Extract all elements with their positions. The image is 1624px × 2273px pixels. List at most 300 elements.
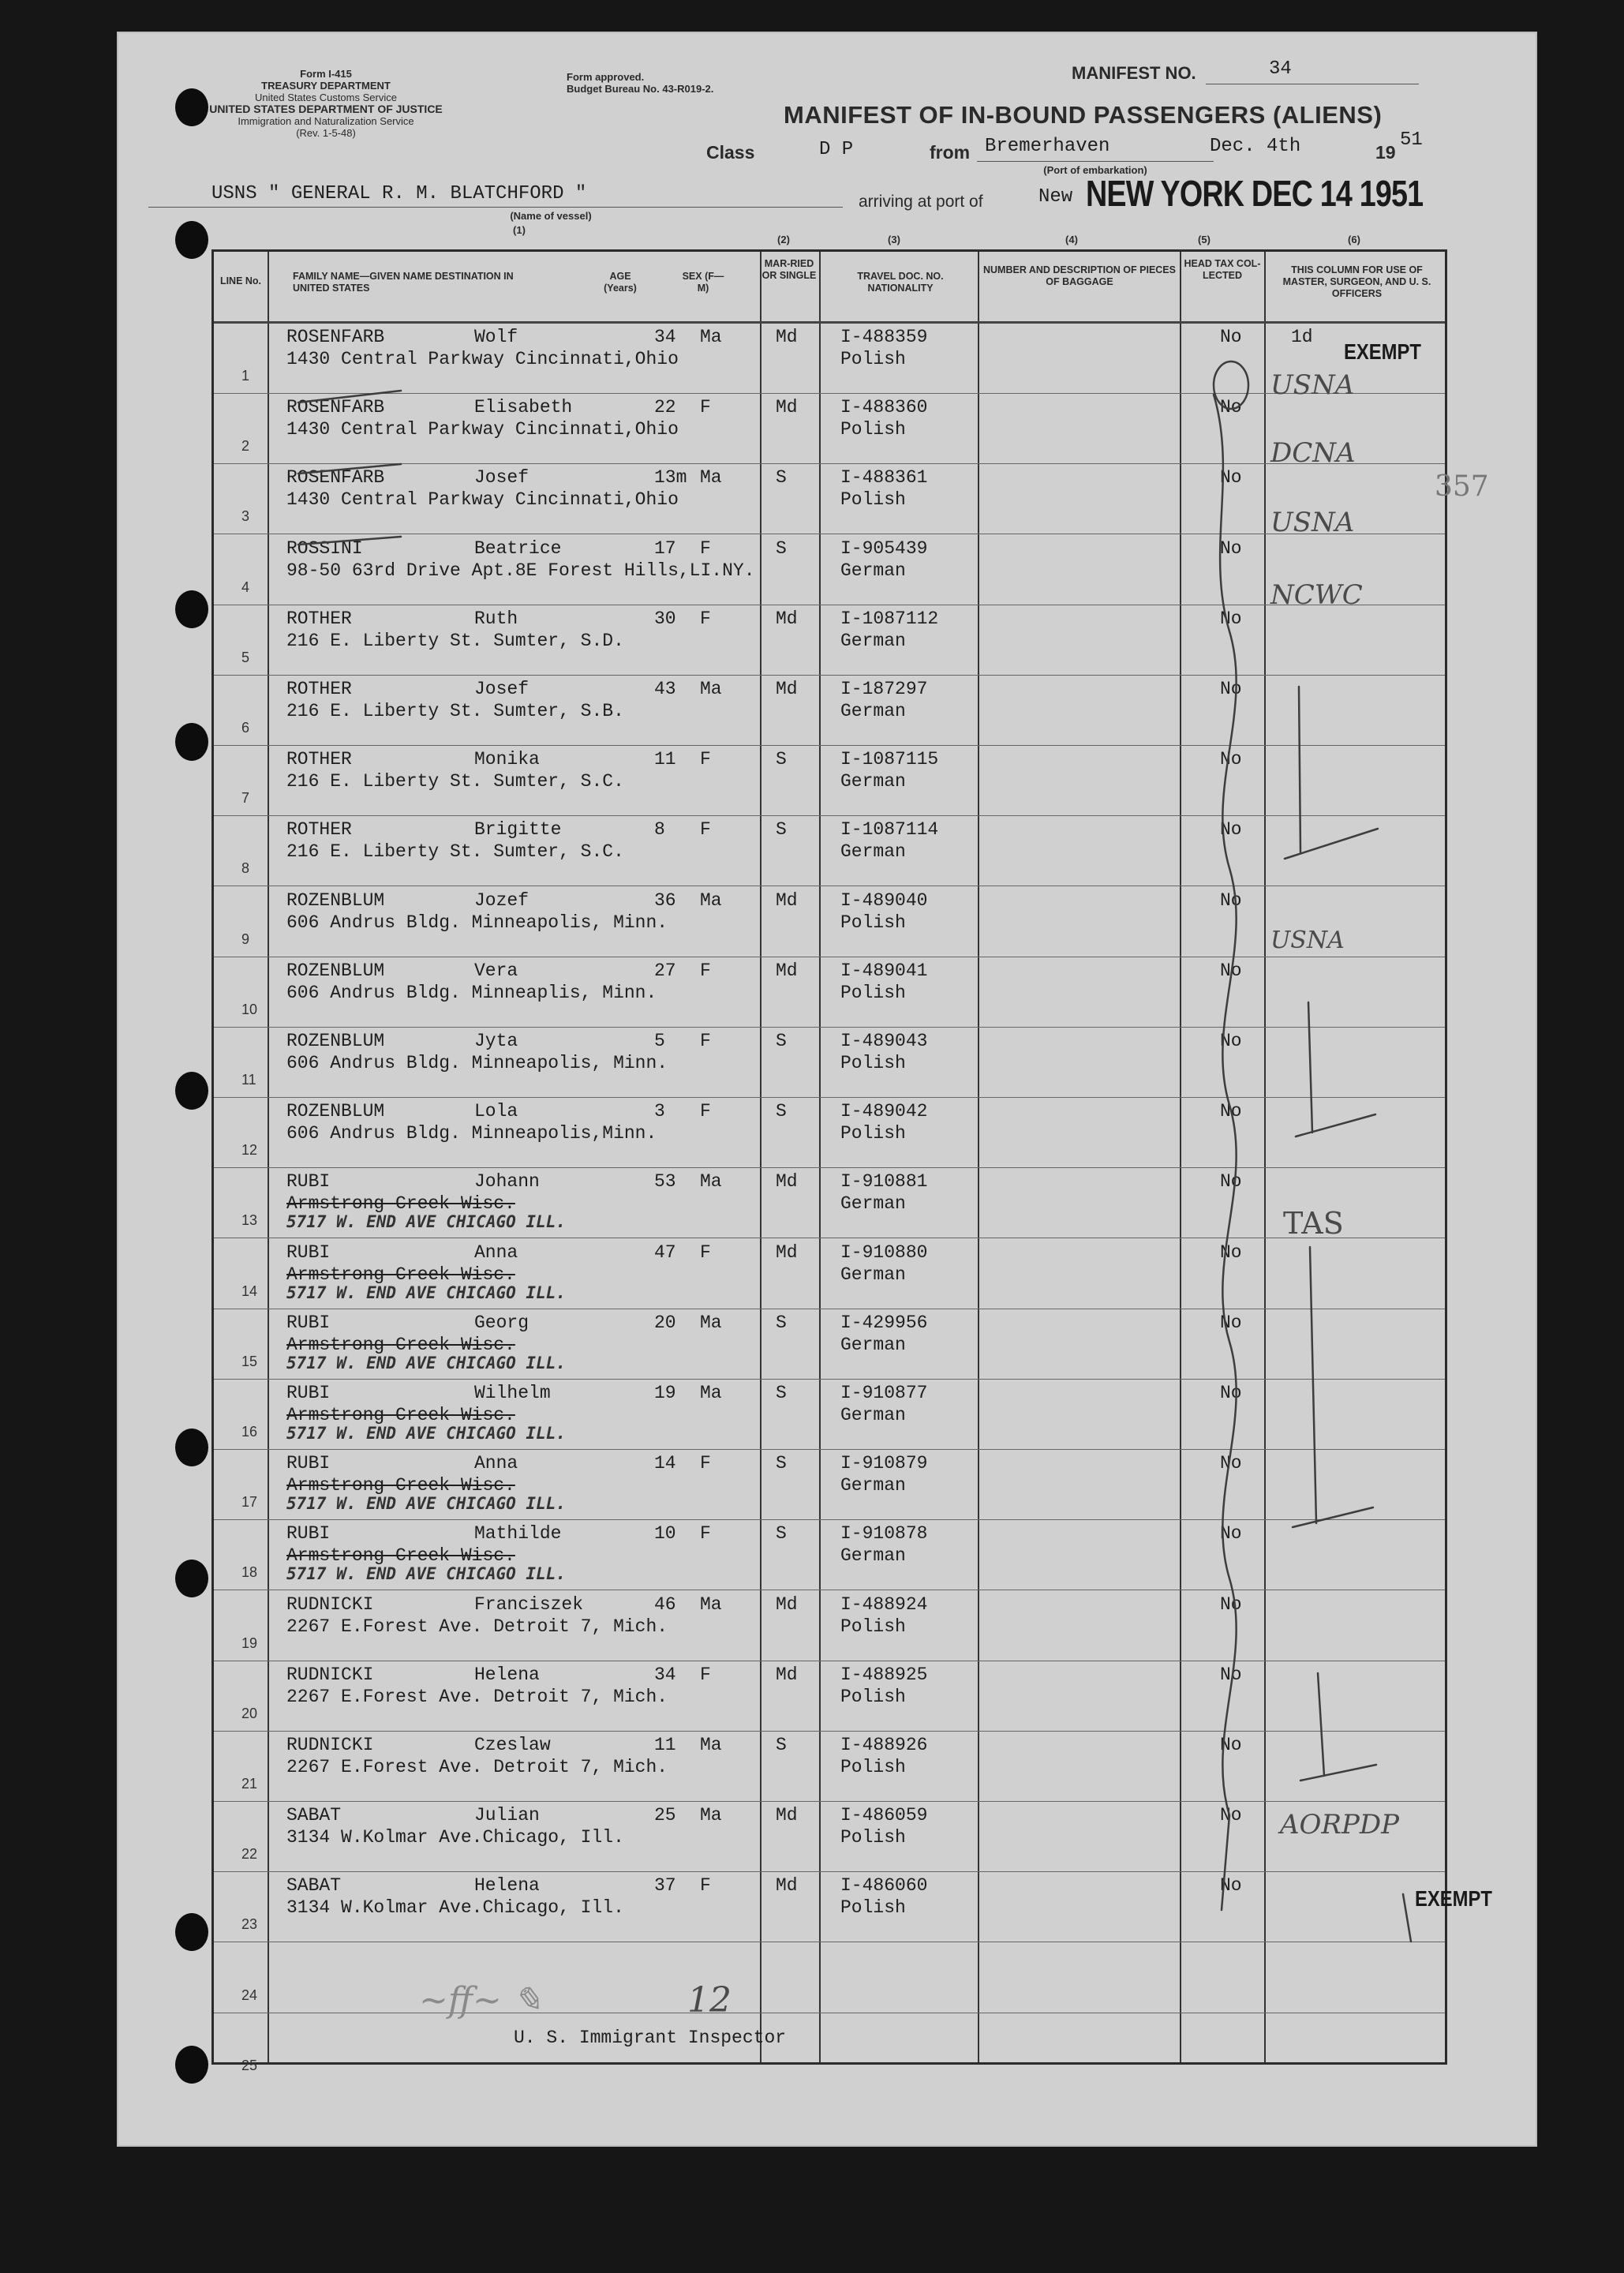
travel-doc-no: I-489040 xyxy=(840,889,928,911)
given-name: Lola xyxy=(474,1101,518,1122)
table-row xyxy=(214,1309,1445,1380)
head-tax: No xyxy=(1220,889,1242,911)
destination: 1430 Central Parkway Cincinnati,Ohio xyxy=(286,419,679,440)
form-number: Form I-415 xyxy=(300,68,352,80)
table-row xyxy=(214,957,1445,1028)
marital-status: Md xyxy=(776,1805,798,1826)
destination: 2267 E.Forest Ave. Detroit 7, Mich. xyxy=(286,1757,668,1777)
table-row xyxy=(214,1450,1445,1520)
given-name: Julian xyxy=(474,1805,540,1826)
line-number: 8 xyxy=(241,860,250,877)
nationality: German xyxy=(840,771,906,792)
sex: Ma xyxy=(700,1171,722,1193)
col-num-4: (4) xyxy=(1065,234,1078,245)
nationality: German xyxy=(840,1334,906,1355)
travel-doc-no: I-910877 xyxy=(840,1383,928,1403)
destination: 606 Andrus Bldg. Minneapolis, Minn. xyxy=(286,912,668,933)
destination: 606 Andrus Bldg. Minneapolis, Minn. xyxy=(286,1053,668,1073)
marital-status: Md xyxy=(776,608,798,629)
destination: 216 E. Liberty St. Sumter, S.B. xyxy=(286,701,624,721)
family-name: ROTHER xyxy=(286,608,352,629)
age: 13m xyxy=(654,467,687,489)
marital-status: S xyxy=(776,467,787,489)
marital-status: S xyxy=(776,1453,787,1474)
table-row xyxy=(214,1661,1445,1732)
age: 34 xyxy=(654,1664,676,1685)
from-underline xyxy=(977,161,1214,162)
table-row xyxy=(214,535,1445,605)
table-row xyxy=(214,1802,1445,1872)
officer-note-5: USNA xyxy=(1270,927,1345,954)
nationality: German xyxy=(840,1475,906,1496)
destination: 1430 Central Parkway Cincinnati,Ohio xyxy=(286,349,679,369)
budget-bureau: Budget Bureau No. 43-R019-2. xyxy=(567,83,714,95)
year-prefix: 19 xyxy=(1375,142,1396,163)
nationality: Polish xyxy=(840,1757,906,1777)
given-name: Jozef xyxy=(474,889,529,911)
marital-status: S xyxy=(776,1031,787,1051)
travel-doc-no: I-910880 xyxy=(840,1241,928,1263)
table-row xyxy=(214,1239,1445,1309)
head-tax: No xyxy=(1220,1383,1242,1403)
sex: F xyxy=(700,749,711,770)
binder-hole xyxy=(175,1913,208,1951)
head-tax: No xyxy=(1220,1453,1242,1474)
table-row xyxy=(214,1028,1445,1098)
head-tax: No xyxy=(1220,960,1242,981)
given-name: Anna xyxy=(474,1241,518,1263)
binder-hole xyxy=(175,723,208,761)
travel-doc-no: I-905439 xyxy=(840,537,928,559)
given-name: Elisabeth xyxy=(474,397,573,418)
destination-corrected: 5717 W. END AVE CHICAGO ILL. xyxy=(286,1353,567,1372)
travel-doc-no: I-187297 xyxy=(840,679,928,699)
approval-block xyxy=(567,71,764,95)
sex: F xyxy=(700,397,711,418)
marital-status: Md xyxy=(776,1171,798,1193)
treasury-dept: TREASURY DEPARTMENT xyxy=(261,80,391,92)
head-tax: No xyxy=(1220,749,1242,770)
age: 17 xyxy=(654,537,676,559)
head-tax: No xyxy=(1220,1523,1242,1545)
head-tax: No xyxy=(1220,608,1242,629)
destination-corrected: 5717 W. END AVE CHICAGO ILL. xyxy=(286,1212,567,1232)
given-name: Wolf xyxy=(474,327,518,347)
destination: Armstrong Creek Wisc. xyxy=(286,1334,515,1355)
nationality: Polish xyxy=(840,1897,906,1919)
family-name: ROTHER xyxy=(286,749,352,770)
officer-note-6: TAS xyxy=(1283,1206,1344,1241)
family-name: RUDNICKI xyxy=(286,1735,374,1755)
nationality: Polish xyxy=(840,1827,906,1848)
col-num-1: (1) xyxy=(513,224,526,236)
table-row xyxy=(214,1168,1445,1238)
age: 34 xyxy=(654,327,676,347)
destination: 98-50 63rd Drive Apt.8E Forest Hills,LI.NY. xyxy=(286,560,755,581)
age: 36 xyxy=(654,889,676,911)
col-num-3: (3) xyxy=(888,234,900,245)
nationality: Polish xyxy=(840,982,906,1003)
destination: 3134 W.Kolmar Ave.Chicago, Ill. xyxy=(286,1897,624,1919)
marital-status: S xyxy=(776,1101,787,1122)
family-name: RUBI xyxy=(286,1312,331,1333)
sex: F xyxy=(700,1664,711,1685)
year-suffix: 51 xyxy=(1400,129,1423,151)
sex: F xyxy=(700,819,711,841)
travel-doc-no: I-1087112 xyxy=(840,608,939,629)
head-tax: No xyxy=(1220,1735,1242,1755)
line-number: 11 xyxy=(241,1072,256,1088)
line-number: 7 xyxy=(241,790,250,807)
marital-status: S xyxy=(776,749,787,770)
given-name: Czeslaw xyxy=(474,1735,551,1755)
given-name: Josef xyxy=(474,679,529,699)
col-header-tax: HEAD TAX COL-LECTED xyxy=(1184,258,1261,281)
family-name: ROTHER xyxy=(286,819,352,841)
manifest-title: MANIFEST OF IN-BOUND PASSENGERS (ALIENS) xyxy=(784,101,1383,129)
col-header-officer: THIS COLUMN FOR USE OF MASTER, SURGEON, AND U. S. OFFICERS xyxy=(1282,264,1431,299)
marital-status: S xyxy=(776,1312,787,1333)
destination: 216 E. Liberty St. Sumter, S.C. xyxy=(286,771,624,792)
line-number: 18 xyxy=(241,1564,258,1581)
given-name: Mathilde xyxy=(474,1523,562,1545)
destination-corrected: 5717 W. END AVE CHICAGO ILL. xyxy=(286,1564,567,1584)
given-name: Wilhelm xyxy=(474,1383,551,1403)
officer-note-4: NCWC xyxy=(1270,579,1363,611)
col-header-married: MAR-RIED OR SINGLE xyxy=(761,258,817,281)
port-typed: New xyxy=(1038,186,1073,208)
age: 46 xyxy=(654,1593,676,1615)
line-number: 24 xyxy=(241,1987,258,2003)
age: 37 xyxy=(654,1875,676,1897)
nationality: German xyxy=(840,1264,906,1285)
table-row xyxy=(214,746,1445,816)
line-number: 14 xyxy=(241,1283,258,1299)
destination-corrected: 5717 W. END AVE CHICAGO ILL. xyxy=(286,1283,567,1302)
destination: Armstrong Creek Wisc. xyxy=(286,1475,515,1496)
binder-hole xyxy=(175,1072,208,1110)
age: 10 xyxy=(654,1523,676,1545)
family-name: ROSENFARB xyxy=(286,327,385,347)
given-name: Jyta xyxy=(474,1031,518,1051)
passenger-table xyxy=(211,249,1447,2073)
age: 25 xyxy=(654,1805,676,1826)
travel-doc-no: I-489041 xyxy=(840,960,928,981)
travel-doc-no: I-488925 xyxy=(840,1664,928,1685)
age: 8 xyxy=(654,819,665,841)
nationality: German xyxy=(840,1545,906,1567)
nationality: German xyxy=(840,1405,906,1425)
sex: Ma xyxy=(700,1593,722,1615)
age: 19 xyxy=(654,1383,676,1403)
handwritten-count: 12 xyxy=(687,1980,732,2020)
nationality: Polish xyxy=(840,1616,906,1637)
destination: Armstrong Creek Wisc. xyxy=(286,1405,515,1425)
nationality: Polish xyxy=(840,349,906,369)
class-value: D P xyxy=(819,139,854,160)
travel-doc-no: I-488926 xyxy=(840,1735,928,1755)
family-name: SABAT xyxy=(286,1875,342,1897)
given-name: Josef xyxy=(474,467,529,489)
family-name: RUDNICKI xyxy=(286,1593,374,1615)
given-name: Helena xyxy=(474,1875,540,1897)
travel-doc-no: I-486059 xyxy=(840,1805,928,1826)
col-header-baggage: NUMBER AND DESCRIPTION OF PIECES OF BAGGAGE xyxy=(982,264,1176,287)
age: 22 xyxy=(654,397,676,418)
arrival-date: Dec. 4th xyxy=(1210,136,1301,157)
sex: F xyxy=(700,1241,711,1263)
line-number: 23 xyxy=(241,1916,258,1933)
nationality: Polish xyxy=(840,1686,906,1707)
side-number: 357 xyxy=(1435,470,1489,503)
travel-doc-no: I-910878 xyxy=(840,1523,928,1545)
destination: 606 Andrus Bldg. Minneapolis,Minn. xyxy=(286,1123,657,1144)
age: 20 xyxy=(654,1312,676,1333)
age: 47 xyxy=(654,1241,676,1263)
family-name: RUBI xyxy=(286,1241,331,1263)
col-num-5: (5) xyxy=(1198,234,1211,245)
binder-hole xyxy=(175,1560,208,1597)
family-name: ROTHER xyxy=(286,679,352,699)
family-name: RUBI xyxy=(286,1523,331,1545)
from-value: Bremerhaven xyxy=(985,136,1110,157)
sex: Ma xyxy=(700,467,722,489)
manifest-no-label: MANIFEST NO. xyxy=(1072,63,1196,83)
family-name: SABAT xyxy=(286,1805,342,1826)
customs-service: United States Customs Service xyxy=(255,92,397,103)
sex: F xyxy=(700,608,711,629)
sex: Ma xyxy=(700,1735,722,1755)
head-tax: No xyxy=(1220,819,1242,841)
destination: 216 E. Liberty St. Sumter, S.C. xyxy=(286,841,624,863)
travel-doc-no: I-1087114 xyxy=(840,819,939,841)
age: 5 xyxy=(654,1031,665,1051)
family-name: ROZENBLUM xyxy=(286,889,385,911)
sex: Ma xyxy=(700,327,722,347)
given-name: Johann xyxy=(474,1171,540,1193)
table-row xyxy=(214,887,1445,957)
table-row xyxy=(214,1872,1445,1942)
sex: F xyxy=(700,1101,711,1122)
sex: Ma xyxy=(700,679,722,699)
given-name: Vera xyxy=(474,960,518,981)
col-header-line: LINE No. xyxy=(219,275,262,286)
port-date-stamp: NEW YORK DEC 14 1951 xyxy=(1086,173,1424,214)
destination-corrected: 5717 W. END AVE CHICAGO ILL. xyxy=(286,1424,567,1443)
travel-doc-no: I-489043 xyxy=(840,1031,928,1051)
col-num-2: (2) xyxy=(777,234,790,245)
family-name: RUBI xyxy=(286,1383,331,1403)
given-name: Ruth xyxy=(474,608,518,629)
family-name: ROZENBLUM xyxy=(286,1101,385,1122)
age: 43 xyxy=(654,679,676,699)
nationality: German xyxy=(840,630,906,651)
travel-doc-no: I-910879 xyxy=(840,1453,928,1474)
age: 14 xyxy=(654,1453,676,1474)
line-number: 5 xyxy=(241,649,250,665)
destination: Armstrong Creek Wisc. xyxy=(286,1193,515,1215)
marital-status: Md xyxy=(776,679,798,699)
vessel-underline xyxy=(148,207,843,208)
manifest-no-value: 34 xyxy=(1269,58,1292,80)
line-number: 3 xyxy=(241,508,250,525)
line-number: 16 xyxy=(241,1424,258,1440)
travel-doc-no: I-910881 xyxy=(840,1171,928,1193)
marital-status: S xyxy=(776,819,787,841)
binder-hole xyxy=(175,1429,208,1466)
table-row xyxy=(214,676,1445,746)
age: 11 xyxy=(654,1735,676,1755)
line-number: 20 xyxy=(241,1705,258,1721)
arriving-label: arriving at port of xyxy=(859,193,983,211)
family-name: ROZENBLUM xyxy=(286,960,385,981)
line-number: 13 xyxy=(241,1212,258,1229)
nationality: German xyxy=(840,1193,906,1215)
marital-status: Md xyxy=(776,1241,798,1263)
marital-status: Md xyxy=(776,1664,798,1685)
vessel-caption: (Name of vessel) xyxy=(510,210,592,222)
line-number: 2 xyxy=(241,438,250,455)
head-tax: No xyxy=(1220,1101,1242,1122)
line-number: 12 xyxy=(241,1142,258,1159)
head-tax: No xyxy=(1220,1031,1242,1051)
sex: F xyxy=(700,1453,711,1474)
embarkation-caption: (Port of embarkation) xyxy=(1043,164,1147,176)
line-number: 1 xyxy=(241,368,250,384)
line-number: 6 xyxy=(241,720,250,736)
line-number: 17 xyxy=(241,1494,258,1511)
age: 27 xyxy=(654,960,676,981)
marital-status: Md xyxy=(776,397,798,418)
sex: Ma xyxy=(700,1383,722,1403)
sex: F xyxy=(700,1875,711,1897)
destination: Armstrong Creek Wisc. xyxy=(286,1264,515,1285)
line-number: 10 xyxy=(241,1001,258,1017)
table-row xyxy=(214,1520,1445,1590)
sex: F xyxy=(700,1523,711,1545)
empty-row xyxy=(214,1943,1445,2013)
col-header-travel: TRAVEL DOC. NO. NATIONALITY xyxy=(857,271,944,294)
family-name: ROSSINI xyxy=(286,537,363,559)
nationality: Polish xyxy=(840,1123,906,1144)
officer-note-3: USNA xyxy=(1270,507,1355,538)
nationality: Polish xyxy=(840,419,906,440)
ins-service: Immigration and Naturalization Service xyxy=(238,115,414,127)
nationality: German xyxy=(840,701,906,721)
head-tax: No xyxy=(1220,1875,1242,1897)
head-tax: No xyxy=(1220,1805,1242,1826)
revision: (Rev. 1-5-48) xyxy=(296,127,356,139)
line-number: 21 xyxy=(241,1776,258,1792)
destination: 606 Andrus Bldg. Minneaplis, Minn. xyxy=(286,982,657,1003)
travel-doc-no: I-486060 xyxy=(840,1875,928,1897)
line-number: 9 xyxy=(241,931,250,947)
line-number: 4 xyxy=(241,579,250,595)
destination: Armstrong Creek Wisc. xyxy=(286,1545,515,1567)
head-tax: No xyxy=(1220,1312,1242,1333)
family-name: ROZENBLUM xyxy=(286,1031,385,1051)
head-tax: No xyxy=(1220,537,1242,559)
destination: 2267 E.Forest Ave. Detroit 7, Mich. xyxy=(286,1686,668,1707)
nationality: Polish xyxy=(840,489,906,511)
family-name: RUBI xyxy=(286,1171,331,1193)
col-header-name: FAMILY NAME—GIVEN NAME DESTINATION IN UNITED STATES xyxy=(293,271,514,294)
given-name: Anna xyxy=(474,1453,518,1474)
table-row xyxy=(214,394,1445,464)
travel-doc-no: I-488361 xyxy=(840,467,928,489)
binder-hole xyxy=(175,590,208,628)
head-tax: No xyxy=(1220,679,1242,699)
table-row xyxy=(214,605,1445,676)
head-tax: No xyxy=(1220,467,1242,489)
head-tax: No xyxy=(1220,1241,1242,1263)
binder-hole xyxy=(175,221,208,259)
marital-status: S xyxy=(776,1523,787,1545)
officer-note-2: DCNA xyxy=(1270,437,1356,469)
nationality: Polish xyxy=(840,1053,906,1073)
empty-row xyxy=(214,2013,1445,2084)
marital-status: Md xyxy=(776,1875,798,1897)
destination: 2267 E.Forest Ave. Detroit 7, Mich. xyxy=(286,1616,668,1637)
table-row xyxy=(214,324,1445,394)
binder-hole xyxy=(175,2046,208,2084)
from-label: from xyxy=(930,142,971,163)
given-name: Helena xyxy=(474,1664,540,1685)
table-row xyxy=(214,816,1445,886)
sex: F xyxy=(700,960,711,981)
travel-doc-no: I-429956 xyxy=(840,1312,928,1333)
marital-status: Md xyxy=(776,327,798,347)
sex: Ma xyxy=(700,1312,722,1333)
head-tax: No xyxy=(1220,327,1242,347)
vessel-name: USNS " GENERAL R. M. BLATCHFORD " xyxy=(211,183,587,204)
table-row xyxy=(214,1732,1445,1802)
nationality: German xyxy=(840,560,906,581)
travel-doc-no: I-488360 xyxy=(840,397,928,418)
travel-doc-no: I-1087115 xyxy=(840,749,939,770)
table-row xyxy=(214,1591,1445,1661)
travel-doc-no: I-488359 xyxy=(840,327,928,347)
head-tax: No xyxy=(1220,397,1242,418)
line-number: 15 xyxy=(241,1353,258,1369)
head-tax: No xyxy=(1220,1593,1242,1615)
exempt-stamp-top: EXEMPT xyxy=(1344,339,1421,364)
line-number: 22 xyxy=(241,1846,258,1863)
marital-status: Md xyxy=(776,1593,798,1615)
destination-corrected: 5717 W. END AVE CHICAGO ILL. xyxy=(286,1494,567,1514)
age: 30 xyxy=(654,608,676,629)
nationality: German xyxy=(840,841,906,863)
table-row xyxy=(214,1098,1445,1168)
family-name: RUDNICKI xyxy=(286,1664,374,1685)
age: 53 xyxy=(654,1171,676,1193)
travel-doc-no: I-489042 xyxy=(840,1101,928,1122)
form-approved: Form approved. xyxy=(567,71,645,83)
marital-status: S xyxy=(776,1735,787,1755)
given-name: Brigitte xyxy=(474,819,562,841)
inspector-title: U. S. Immigrant Inspector xyxy=(514,2028,787,2048)
manifest-page xyxy=(117,32,1537,2147)
sex: Ma xyxy=(700,889,722,911)
officer-note-1: USNA xyxy=(1270,369,1355,401)
line-number: 25 xyxy=(241,2057,258,2073)
sex: F xyxy=(700,537,711,559)
line-number: 19 xyxy=(241,1635,258,1651)
destination: 3134 W.Kolmar Ave.Chicago, Ill. xyxy=(286,1827,624,1848)
given-name: Beatrice xyxy=(474,537,562,559)
inspector-signature: ~ff~ ✎ xyxy=(419,1980,542,2020)
given-name: Franciszek xyxy=(474,1593,584,1615)
